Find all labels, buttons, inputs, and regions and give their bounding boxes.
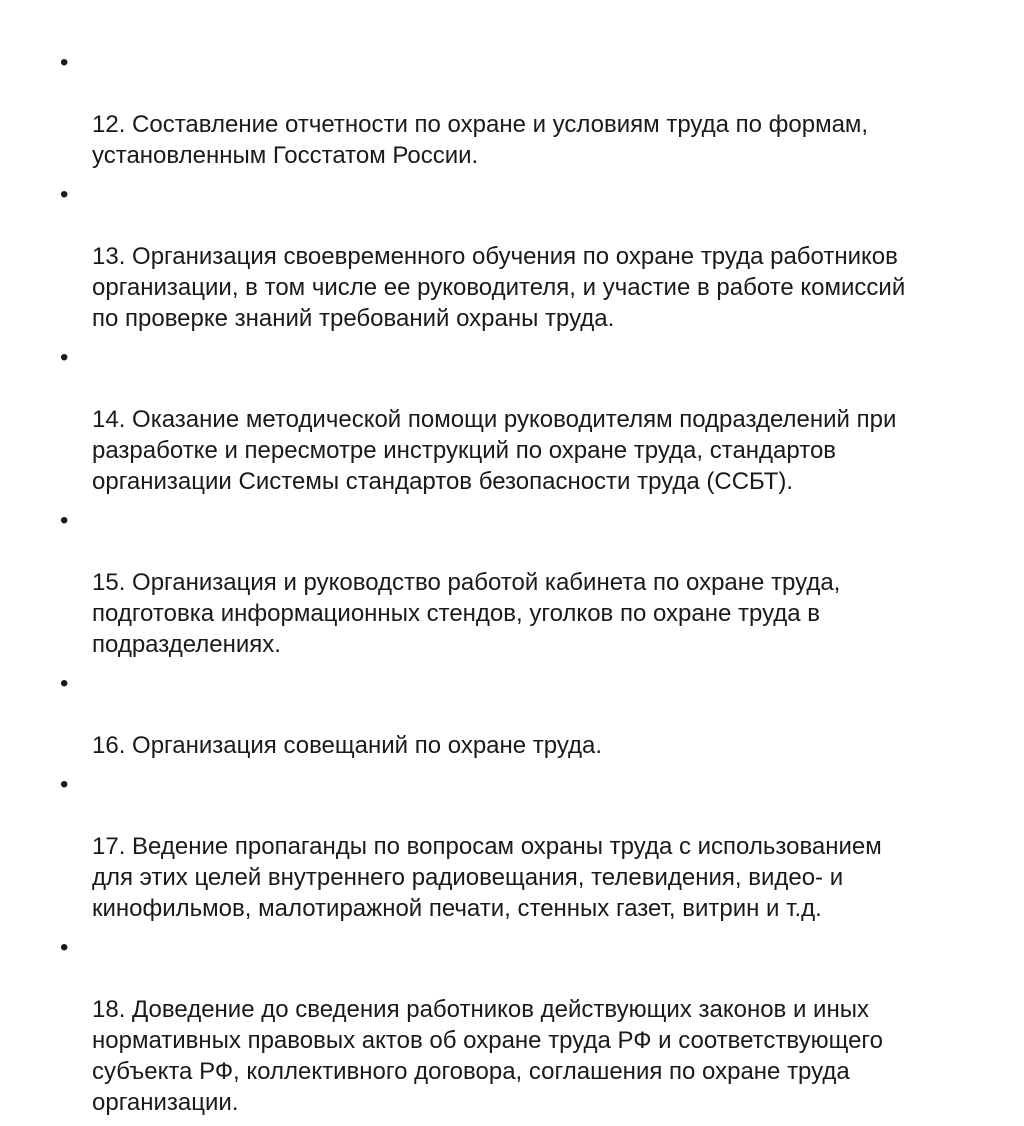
bullet-icon: • bbox=[60, 181, 69, 208]
bullet-icon: • bbox=[60, 49, 69, 76]
list-item-text: 17. Ведение пропаганды по вопросам охраны труда с использованием для этих целей внутреннего радиовещания, телевидения, видео- и кинофильмов, малотиражной печати, стенных газет, витрин и т.д. bbox=[92, 833, 882, 922]
list-item-text: 14. Оказание методической помощи руководителям подразделений при разработке и пересмотре инструкций по охране труда, стандартов организации Системы стандартов безопасности труда (ССБТ). bbox=[92, 406, 897, 495]
list-item bbox=[60, 505, 960, 660]
bullet-icon: • bbox=[60, 771, 69, 798]
list-item-text: 16. Организация совещаний по охране труда. bbox=[92, 732, 603, 759]
bullet-icon: • bbox=[60, 670, 69, 697]
list-item-text: 18. Доведение до сведения работников действующих законов и иных нормативных правовых актов об охране труда РФ и соответствующего субъекта РФ, коллективного договора, соглашения по охране труда организации. bbox=[92, 996, 884, 1116]
bullet-list bbox=[60, 47, 960, 1126]
list-item bbox=[60, 668, 960, 761]
list-item bbox=[60, 179, 960, 334]
list-item bbox=[60, 769, 960, 924]
list-item-text: 15. Организация и руководство работой кабинета по охране труда, подготовка информационных стендов, уголков по охране труда в подразделениях. bbox=[92, 569, 841, 658]
bullet-icon: • bbox=[60, 344, 69, 371]
list-item bbox=[60, 932, 960, 1118]
bullet-icon: • bbox=[60, 507, 69, 534]
bullet-icon: • bbox=[60, 934, 69, 961]
list-item bbox=[60, 47, 960, 171]
list-item-text: 12. Составление отчетности по охране и условиям труда по формам, установленным Госстатом России. bbox=[92, 111, 869, 169]
list-item bbox=[60, 342, 960, 497]
list-item-text: 13. Организация своевременного обучения по охране труда работников организации, в том числе ее руководителя, и участие в работе комиссий по проверке знаний требований охраны труда. bbox=[92, 243, 906, 332]
